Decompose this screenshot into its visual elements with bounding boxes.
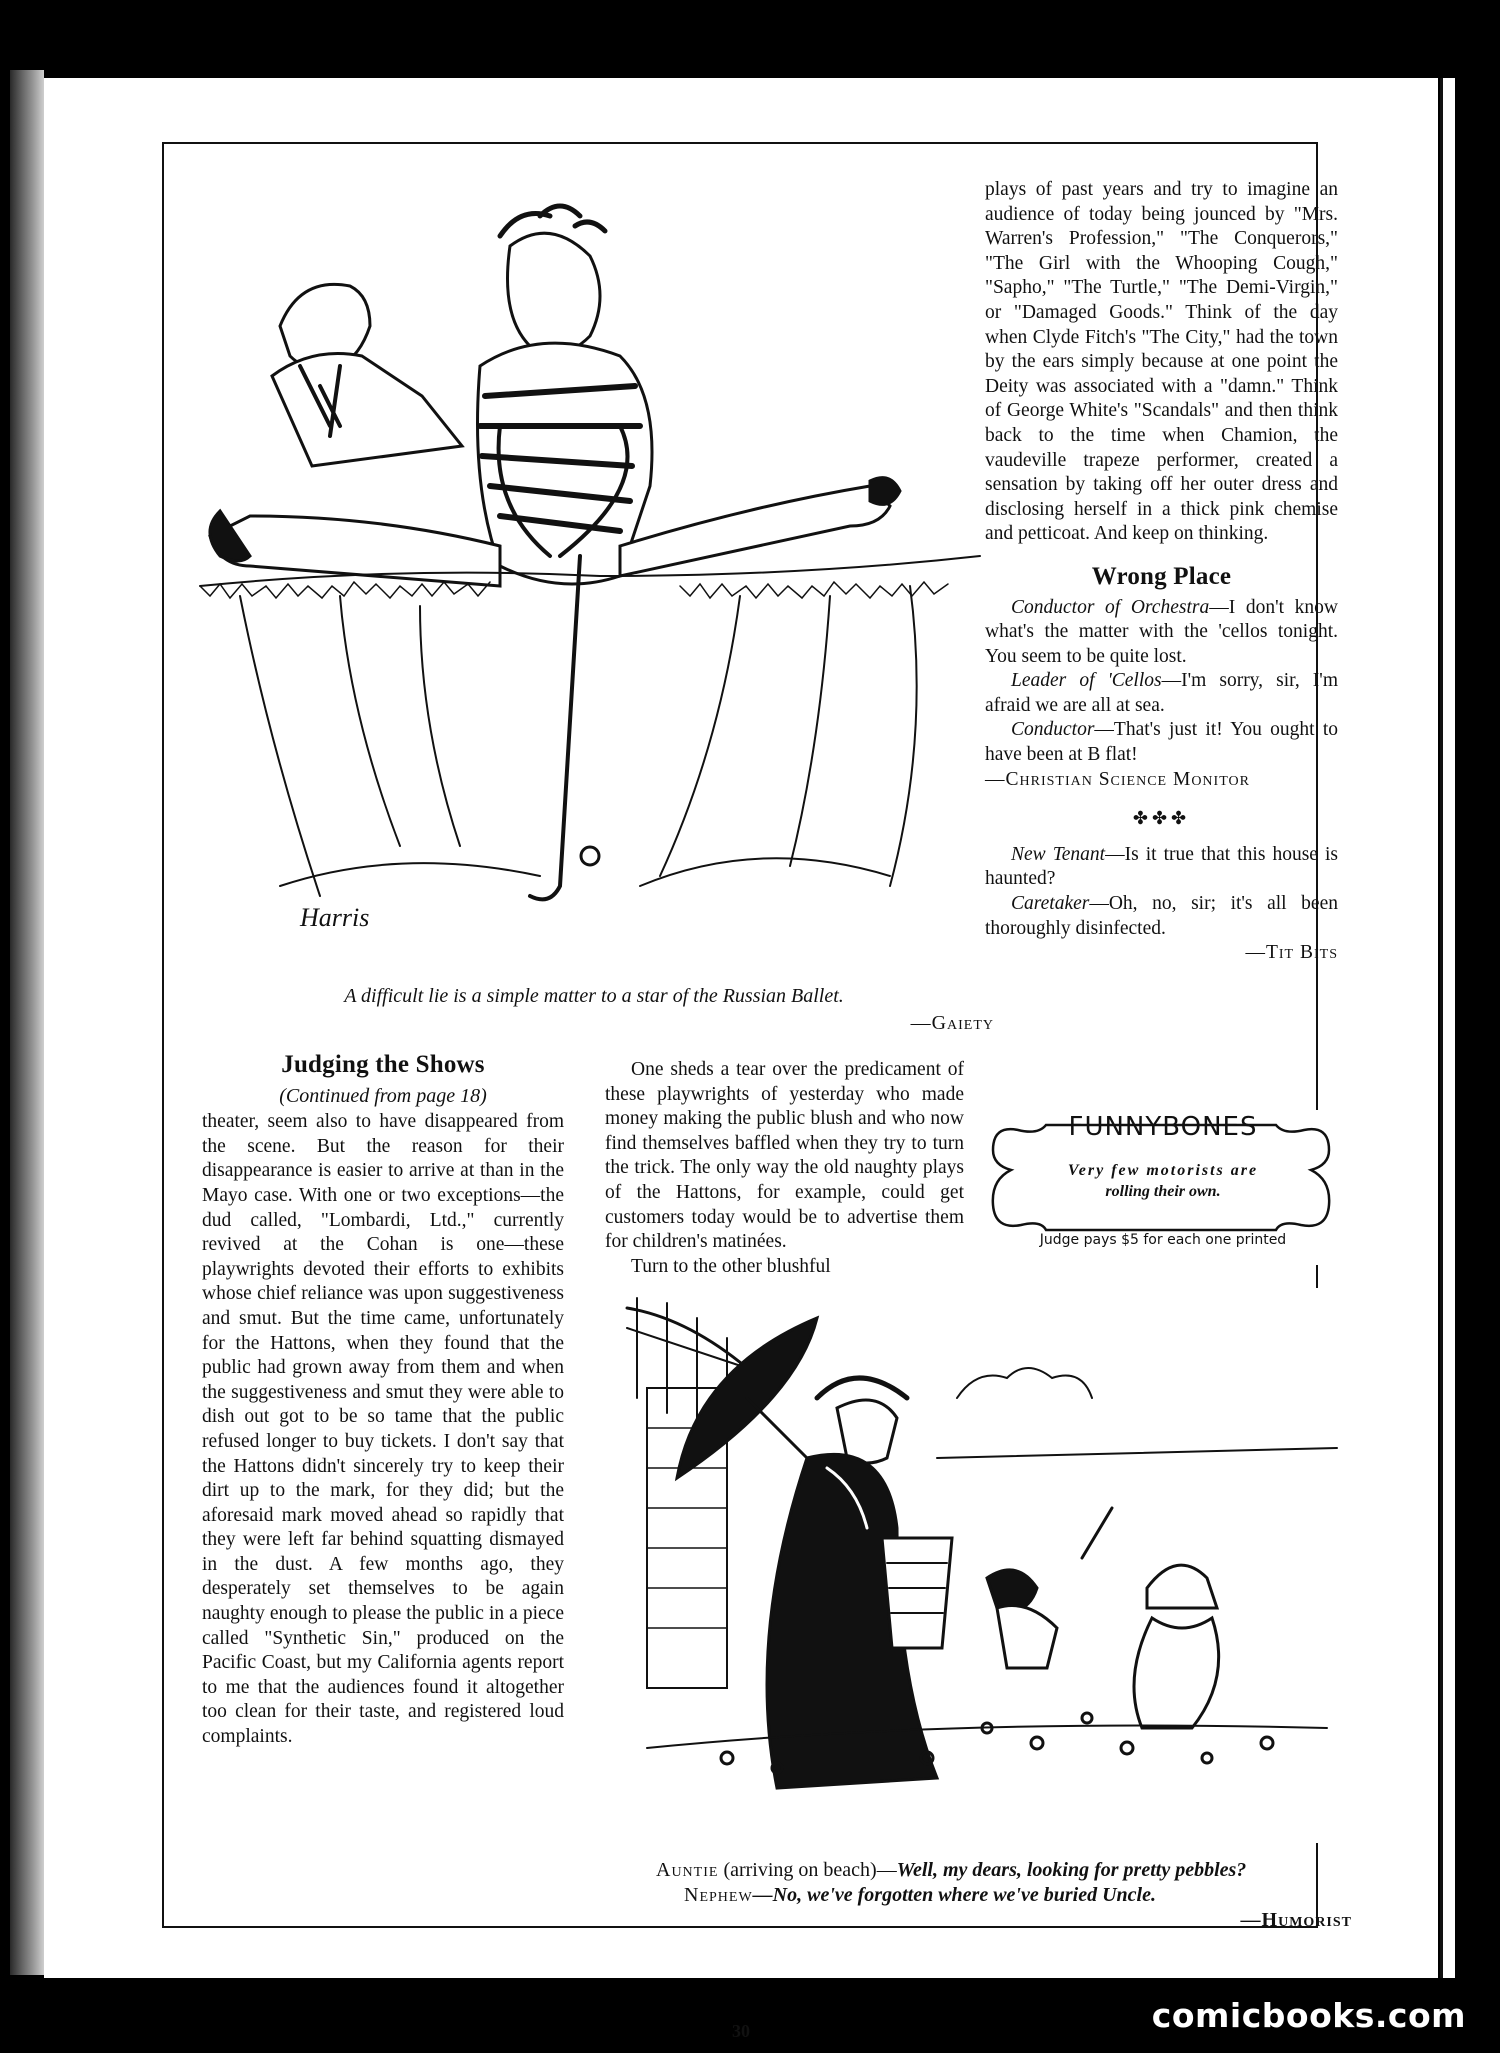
left-column — [202, 1053, 564, 1750]
dialogue: —Is it true that this house is haunted? — [985, 843, 1338, 890]
auntie-line: Well, my dears, looking for pretty pebbles? — [896, 1859, 1247, 1881]
stage-direction: (arriving on beach)— — [718, 1859, 897, 1881]
beach-illustration — [607, 1288, 1347, 1843]
top-cartoon-caption — [194, 983, 994, 1009]
speaker: Leader of 'Cellos — [1011, 670, 1162, 692]
haunted-line-2 — [985, 892, 1338, 941]
funnybones-joke-1: Very few motorists are — [1067, 1162, 1259, 1179]
haunted-line-1 — [985, 843, 1338, 892]
ballet-golfer-cartoon — [180, 166, 1000, 972]
site-watermark: comicbooks.com — [1151, 1996, 1466, 2035]
wrong-place-line-1 — [985, 596, 1338, 670]
funnybones-box — [988, 1110, 1338, 1265]
auntie-speaker: Auntie — [656, 1859, 719, 1881]
nephew-speaker: Nephew — [684, 1884, 753, 1906]
page-number: 30 — [732, 2021, 750, 2041]
speaker: New Tenant — [1011, 843, 1106, 865]
dialogue: —That's just it! You ought to have been at B flat! — [985, 719, 1338, 766]
dialogue: —I don't know what's the matter with the 'cellos tonight. You seem to be quite lost. — [985, 596, 1338, 667]
judging-heading: Judging the Shows — [281, 1051, 485, 1078]
wrong-place-line-3 — [985, 718, 1338, 767]
speaker: Conductor — [1011, 719, 1095, 741]
artist-signature: Harris — [300, 903, 370, 932]
continuation-text: plays of past years and try to imagine an audience of today being jounced by "Mrs. Warren's Profession," "The Conquerors," "The Girl with the Whooping Cough," "Sapho," "The Turtle," "The Demi-Virgin," or "Damaged Goods." Think of the day when Clyde Fitch's "The City," had the town by the ears simply because at one point the Deity was associated with a "damn." Think of George White's "Scandals" and then think back to the time when Chamion, the vaudeville trapeze performer, created a sensation by taking off her outer dress and disclosing herself in a thick pink chemise and petticoat. And keep on thinking. — [985, 179, 1338, 545]
book-spine-left — [10, 70, 44, 1975]
middle-para-1: One sheds a tear over the predicament of these playwrights of yesterday who made money making the public blush and who now find themselves baffled when they try to turn the trick. The only way the old naughty plays of the Hattons, for example, could get customers today would be to advertise them for children's matinées. — [605, 1059, 964, 1253]
beach-cartoon — [607, 1288, 1347, 1843]
dialogue: —Oh, no, sir; it's all been thoroughly disinfected. — [985, 893, 1338, 939]
funnybones-footer: Judge pays $5 for each one printed — [1039, 1232, 1287, 1248]
book-spine-right — [1440, 78, 1455, 1978]
top-caption-credit: —Gaiety — [910, 1012, 994, 1034]
speaker: Caretaker — [1011, 893, 1090, 915]
right-column — [985, 178, 1338, 966]
beach-caption — [656, 1858, 1372, 1933]
haunted-credit: —Tit Bits — [1245, 942, 1338, 964]
funnybones-joke-2: rolling their own. — [1105, 1183, 1221, 1200]
funnybones-title: FUNNYBONES — [1068, 1112, 1258, 1142]
continued-from: (Continued from page 18) — [279, 1084, 487, 1107]
middle-column — [605, 1058, 964, 1279]
middle-para-2: Turn to the other blushful — [631, 1255, 831, 1277]
speaker: Conductor of Orchestra — [1011, 596, 1210, 618]
wrong-place-heading: Wrong Place — [1091, 562, 1232, 590]
nephew-line: —No, we've forgotten where we've buried Uncle. — [752, 1884, 1156, 1906]
ballet-golfer-illustration — [180, 166, 1000, 972]
wrong-place-credit: —Christian Science Monitor — [985, 768, 1250, 790]
wrong-place-line-2 — [985, 669, 1338, 718]
beach-credit: —Humorist — [1240, 1909, 1352, 1931]
ornament-divider: ✤✤✤ — [1132, 808, 1191, 829]
dialogue: —I'm sorry, sir, I'm afraid we are all at sea. — [985, 670, 1338, 716]
top-caption-text: A difficult lie is a simple matter to a star of the Russian Ballet. — [344, 985, 844, 1007]
judging-body: theater, seem also to have disappeared from the scene. But the reason for their disappearance is easier to arrive at than in the Mayo case. With one or two exceptions—the dud called, "Lombardi, Ltd.," currently revived at the Cohan is one—these playwrights devoted their efforts to exhibits whose chief reliance was upon suggestiveness and smut. But the time came, unfortunately for the Hattons, when they found that the public had grown away from them and when the suggestiveness and smut they were able to dish out got to be so tame that the public refused longer to buy tickets. I don't say that the Hattons didn't sincerely try to keep their dirt up to the mark, for they did; but the aforesaid mark moved ahead so rapidly that they were left far behind squatting dismayed in the dust. A few months ago, they desperately set themselves to be again naughty enough to please the public in a piece called "Synthetic Sin," produced on the Pacific Coast, but my California agents report to me that the audiences found it altogether too clean for their taste, and registered loud complaints. — [202, 1111, 564, 1748]
